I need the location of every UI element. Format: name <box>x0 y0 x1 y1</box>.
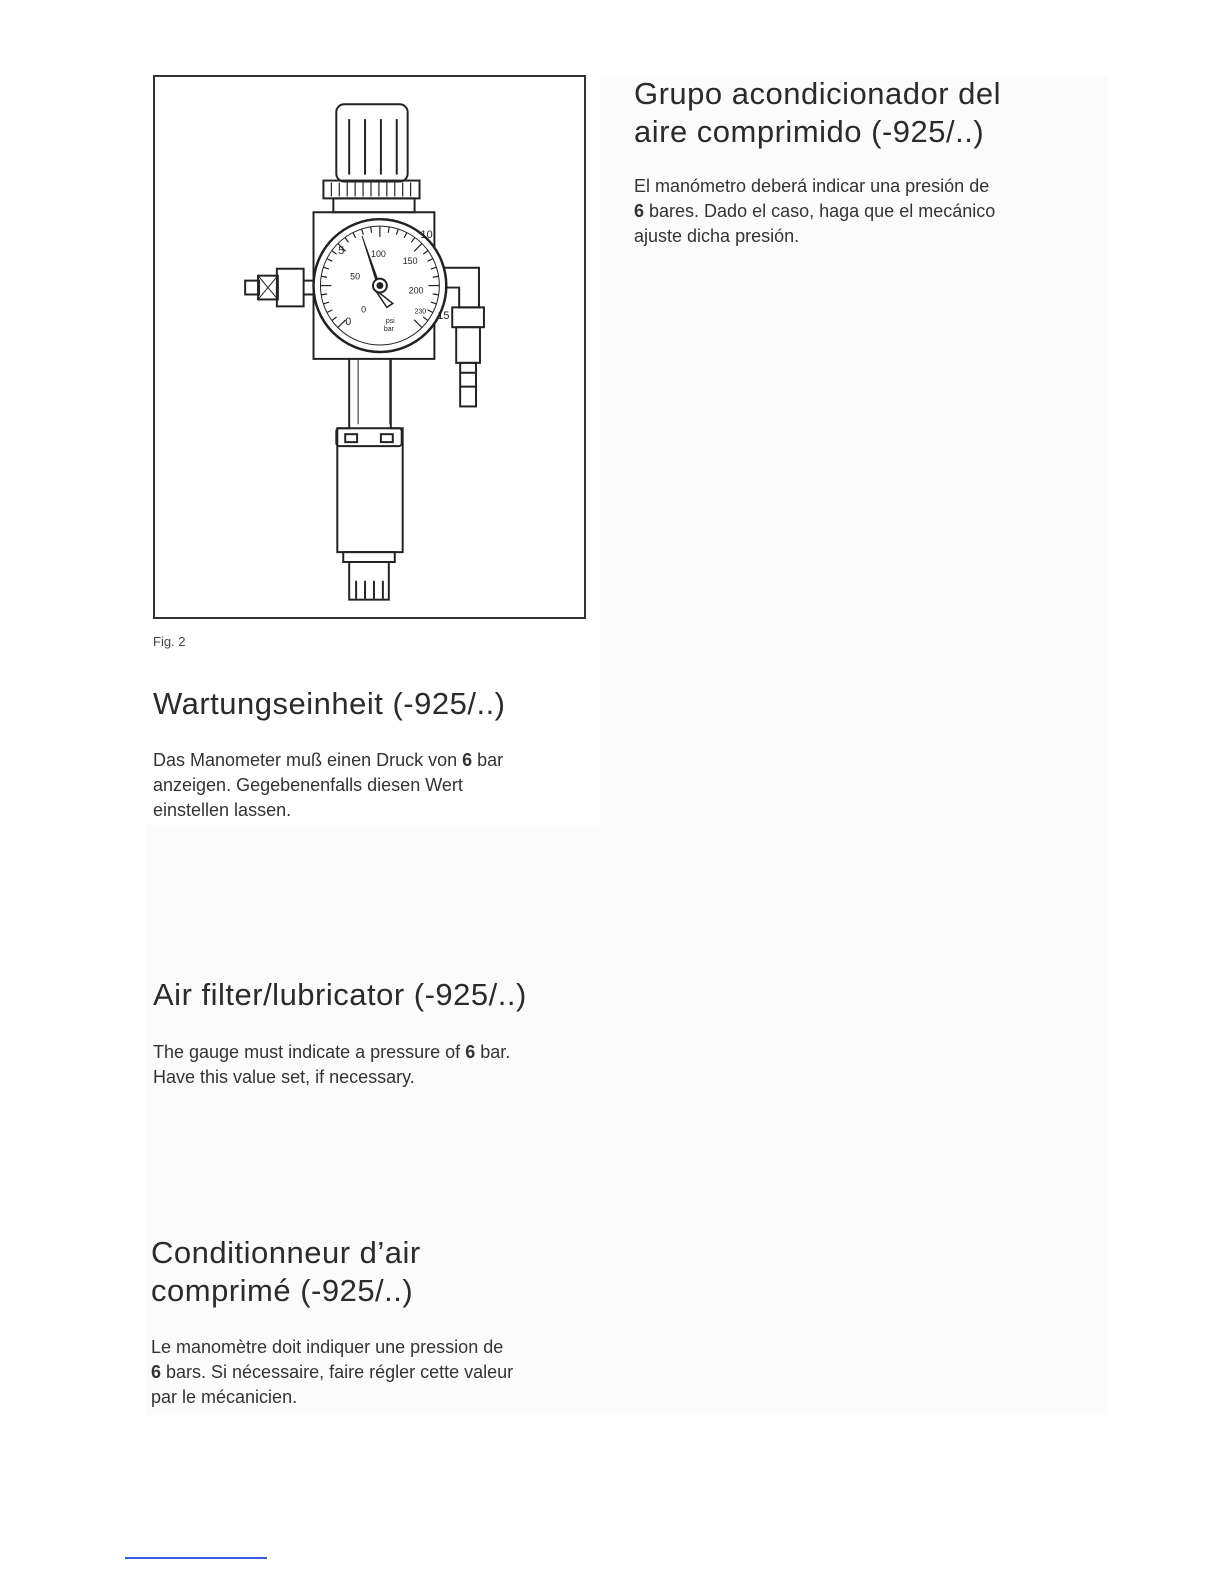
heading-fr-line1: Conditionneur d’air <box>151 1235 421 1270</box>
paragraph-de-line2: anzeigen. Gegebenenfalls diesen Wert <box>153 775 463 795</box>
gauge-label-bar15: 15 <box>437 310 450 323</box>
heading-fr-line2: comprimé (-925/..) <box>151 1273 414 1308</box>
gauge-label-psi0: 0 <box>361 304 367 315</box>
paragraph-es-line3: ajuste dicha presión. <box>634 226 800 246</box>
heading-de: Wartungseinheit (-925/..) <box>153 686 506 721</box>
paragraph-es-bold-value: 6 <box>634 201 645 221</box>
gauge-label-bar10: 10 <box>420 229 433 242</box>
paragraph-de-bold-value: 6 <box>462 750 473 770</box>
heading-es-line2: aire comprimido (-925/..) <box>634 114 985 149</box>
paragraph-en-line1-end: bar. <box>475 1042 511 1062</box>
figure-caption: Fig. 2 <box>153 634 186 649</box>
gauge-label-psi150: 150 <box>402 255 418 266</box>
paragraph-en <box>153 1040 510 1090</box>
paragraph-en-line2: Have this value set, if necessary. <box>153 1067 415 1087</box>
paragraph-de-line1-end: bar <box>472 750 504 770</box>
gauge-label-bar5: 5 <box>338 244 345 257</box>
heading-fr <box>151 1234 421 1310</box>
right-column-panel <box>600 75 1108 1415</box>
paragraph-es-line2: bares. Dado el caso, haga que el mecánico <box>644 201 996 221</box>
paragraph-en-bold-value: 6 <box>465 1042 476 1062</box>
heading-es-line1: Grupo acondicionador del <box>634 76 1002 111</box>
heading-es <box>634 75 1001 151</box>
gauge-unit-bar: bar <box>383 326 394 334</box>
gauge-unit-psi: psi <box>385 318 395 326</box>
paragraph-de-line3: einstellen lassen. <box>153 800 292 820</box>
left-column-panel <box>145 825 600 1415</box>
paragraph-de-line1: Das Manometer muß einen Druck von <box>153 750 463 770</box>
paragraph-fr-line3: par le mécanicien. <box>151 1387 298 1407</box>
paragraph-fr-line1: Le manomètre doit indiquer une pression de <box>151 1337 504 1357</box>
gauge-label-psi100: 100 <box>370 248 386 259</box>
paragraph-de <box>153 748 503 823</box>
figure-air-filter-regulator <box>153 75 586 619</box>
paragraph-fr-bold-value: 6 <box>151 1362 162 1382</box>
paragraph-fr-line2: bars. Si nécessaire, faire régler cette valeur <box>161 1362 514 1382</box>
gauge-label-psi230: 230 <box>414 308 427 316</box>
paragraph-es-line1: El manómetro deberá indicar una presión de <box>634 176 990 196</box>
paragraph-fr <box>151 1335 513 1410</box>
heading-en: Air filter/lubricator (-925/..) <box>153 977 527 1012</box>
paragraph-es <box>634 174 995 249</box>
footer-rule <box>125 1557 267 1559</box>
pressure-regulator-illustration <box>155 77 584 617</box>
paragraph-en-line1: The gauge must indicate a pressure of <box>153 1042 466 1062</box>
gauge-label-psi50: 50 <box>350 271 361 282</box>
gauge-label-bar0: 0 <box>345 316 352 329</box>
gauge-label-psi200: 200 <box>408 285 424 296</box>
